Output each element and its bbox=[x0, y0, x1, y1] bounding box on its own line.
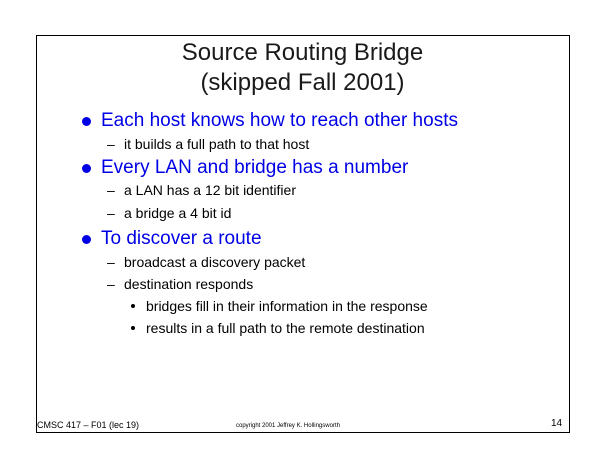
bullet-dot-icon bbox=[82, 117, 91, 126]
sub-text: it builds a full path to that host bbox=[124, 136, 310, 152]
footer-copyright: copyright 2001 Jeffrey K. Hollingsworth bbox=[236, 423, 340, 429]
bullet-dot-icon bbox=[82, 164, 91, 173]
footer-course: CMSC 417 – F01 (lec 19) bbox=[37, 420, 140, 430]
bullet-text: Every LAN and bridge has a number bbox=[101, 157, 409, 178]
slide-subtitle: (skipped Fall 2001) bbox=[200, 69, 405, 96]
sub-text: broadcast a discovery packet bbox=[124, 254, 306, 270]
bullet-text: Each host knows how to reach other hosts bbox=[101, 110, 458, 131]
bullet-dot-icon bbox=[82, 235, 91, 244]
dash-icon: – bbox=[107, 182, 115, 198]
sub-text: a LAN has a 12 bit identifier bbox=[124, 182, 296, 198]
dash-icon: – bbox=[107, 254, 115, 270]
subsub-text: bridges fill in their information in the response bbox=[146, 298, 428, 314]
subsub-text: results in a full path to the remote destination bbox=[146, 320, 425, 336]
dash-icon: – bbox=[107, 136, 115, 152]
small-bullet-icon bbox=[131, 304, 135, 308]
slide-title: Source Routing Bridge bbox=[181, 39, 424, 66]
page-number: 14 bbox=[551, 418, 563, 429]
dash-icon: – bbox=[107, 276, 115, 292]
bullet-text: To discover a route bbox=[101, 228, 262, 249]
sub-text: destination responds bbox=[124, 276, 254, 292]
dash-icon: – bbox=[107, 205, 115, 221]
sub-text: a bridge a 4 bit id bbox=[124, 205, 232, 221]
small-bullet-icon bbox=[131, 326, 135, 330]
